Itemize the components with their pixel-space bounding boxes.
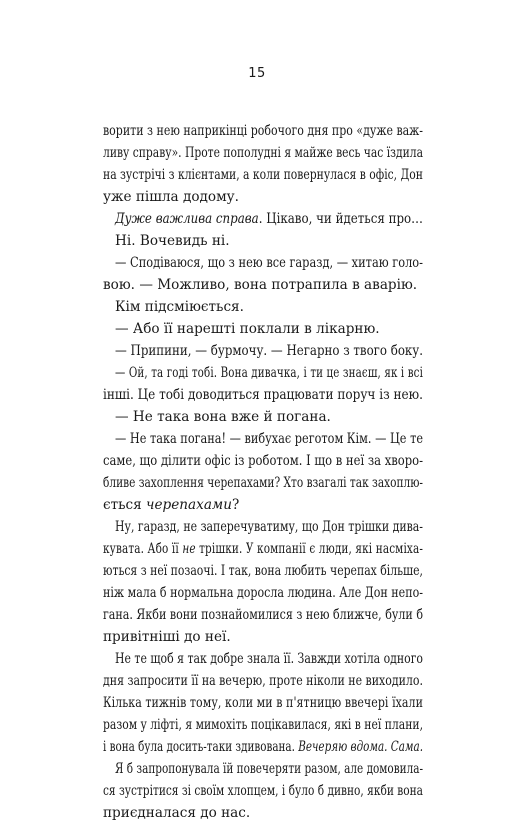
line-content: [103, 802, 250, 824]
text-segment: саме, що ділити офіс із роботом. І що в неї за хворо-: [103, 453, 423, 469]
italic-text: Вечеряю вдома. Сама.: [298, 739, 423, 755]
line-content: [103, 274, 417, 296]
text-segment: — Припини, — бурмочу. — Негарно з твого боку.: [115, 343, 423, 359]
text-line: [103, 450, 423, 472]
text-segment: кувата. Або її: [103, 541, 183, 557]
text-segment: приєдналася до нас.: [103, 805, 251, 821]
text-segment: — Не така погана! — вибухає реготом Кім. — Це те: [115, 431, 423, 447]
text-segment: — Ой, та годі тобі. Вона дивачка, і ти це знаєш, як і всі: [115, 365, 423, 381]
line-content: [103, 604, 423, 626]
text-line: [103, 428, 423, 450]
line-content: [103, 714, 423, 736]
text-segment: вою. — Можливо, вона потрапила в аварію.: [103, 277, 418, 293]
text-segment: разом у ліфті, я мимохіть поцікавилася, які в неї плани,: [103, 717, 423, 733]
text-segment: інші. Це тобі доводиться працювати поруч із нею.: [103, 387, 423, 403]
text-segment: Ні. Вочевидь ні.: [115, 233, 230, 249]
line-content: [115, 406, 331, 428]
text-line: [103, 802, 423, 824]
text-segment: ся зустрітися зі своїм хлопцем, і було б дивно, якби вона: [103, 783, 423, 799]
text-segment: ються з неї позаочі. І так, вона любить черепах більше,: [103, 563, 423, 579]
text-segment: ливу справу». Проте пополудні я майже весь час їздила: [103, 145, 423, 161]
text-segment: — Сподіваюся, що з нею все гаразд, — хитаю голо-: [115, 255, 423, 271]
text-line: [103, 670, 423, 692]
text-line: [103, 142, 423, 164]
text-line: [103, 736, 423, 758]
text-segment: ворити з нею наприкінці робочого дня про «дуже важ-: [103, 123, 423, 139]
text-segment: і вона була досить-таки здивована.: [103, 739, 299, 755]
italic-text: черепахами: [146, 497, 232, 513]
text-line: [103, 626, 423, 648]
italic-text: не: [182, 541, 196, 557]
line-content: [103, 186, 239, 208]
line-content: [115, 230, 230, 252]
text-line: [103, 692, 423, 714]
text-segment: — Не така вона вже й погана.: [115, 409, 331, 425]
text-line: [103, 296, 423, 318]
text-line: [103, 472, 423, 494]
line-content: [115, 296, 244, 318]
text-line: [103, 516, 423, 538]
text-line: [103, 186, 423, 208]
text-segment: ється: [103, 497, 147, 513]
line-content: [115, 340, 423, 362]
line-content: [115, 516, 423, 538]
text-line: [103, 758, 423, 780]
text-segment: ?: [231, 497, 240, 513]
text-segment: Я б запропонувала їй повечеряти разом, але домовила-: [115, 761, 423, 777]
line-content: [115, 648, 423, 670]
text-line: [103, 406, 423, 428]
text-segment: Кілька тижнів тому, коли ми в п'ятницю ввечері їхали: [103, 695, 423, 711]
line-content: [103, 472, 423, 494]
line-content: [115, 428, 423, 450]
line-content: [103, 450, 423, 472]
text-segment: уже пішла додому.: [103, 189, 239, 205]
line-content: [103, 670, 423, 692]
text-segment: на зустрічі з клієнтами, а коли повернулася в офіс, Дон: [103, 167, 423, 183]
line-content: [103, 120, 423, 142]
line-content: [103, 538, 423, 560]
line-content: [115, 318, 380, 340]
page-number: 15: [248, 66, 266, 81]
text-segment: привітніші до неї.: [103, 629, 231, 645]
text-segment: Кім підсміюється.: [115, 299, 244, 315]
line-content: [115, 252, 423, 274]
line-content: [103, 384, 423, 406]
text-line: [103, 252, 423, 274]
text-line: [103, 604, 423, 626]
line-content: [115, 758, 423, 780]
text-line: [103, 318, 423, 340]
line-content: [103, 142, 423, 164]
text-line: [103, 560, 423, 582]
line-content: [115, 362, 423, 384]
text-segment: бливе захоплення черепахами? Хто взагалі так захоплю-: [103, 475, 423, 491]
line-content: [103, 494, 239, 516]
text-segment: Не те щоб я так добре знала її. Завжди хотіла одного: [115, 651, 423, 667]
body-text: [103, 120, 423, 824]
text-line: [103, 648, 423, 670]
text-segment: трішки. У компанії є люди, які насміха-: [195, 541, 423, 557]
line-content: [103, 560, 423, 582]
italic-text: Дуже важлива справа: [115, 211, 259, 227]
text-line: [103, 120, 423, 142]
line-content: [115, 208, 423, 230]
text-line: [103, 208, 423, 230]
text-line: [103, 362, 423, 384]
text-segment: . Цікаво, чи йдеться про…: [258, 211, 423, 227]
text-line: [103, 340, 423, 362]
text-line: [103, 164, 423, 186]
text-segment: Ну, гаразд, не заперечуватиму, що Дон трішки дива-: [115, 519, 423, 535]
text-line: [103, 780, 423, 802]
text-line: [103, 582, 423, 604]
text-line: [103, 494, 423, 516]
text-segment: ніж мала б нормальна доросла людина. Але Дон непо-: [103, 585, 423, 601]
line-content: [103, 692, 423, 714]
line-content: [103, 780, 423, 802]
text-line: [103, 538, 423, 560]
line-content: [103, 736, 423, 758]
text-line: [103, 714, 423, 736]
line-content: [103, 582, 423, 604]
text-line: [103, 230, 423, 252]
text-segment: гана. Якби вони познайомилися з нею ближче, були б: [103, 607, 423, 623]
line-content: [103, 164, 423, 186]
text-segment: — Або її нарешті поклали в лікарню.: [115, 321, 380, 337]
text-segment: дня запросити її на вечерю, проте ніколи не виходило.: [103, 673, 423, 689]
text-line: [103, 274, 423, 296]
text-line: [103, 384, 423, 406]
line-content: [103, 626, 231, 648]
